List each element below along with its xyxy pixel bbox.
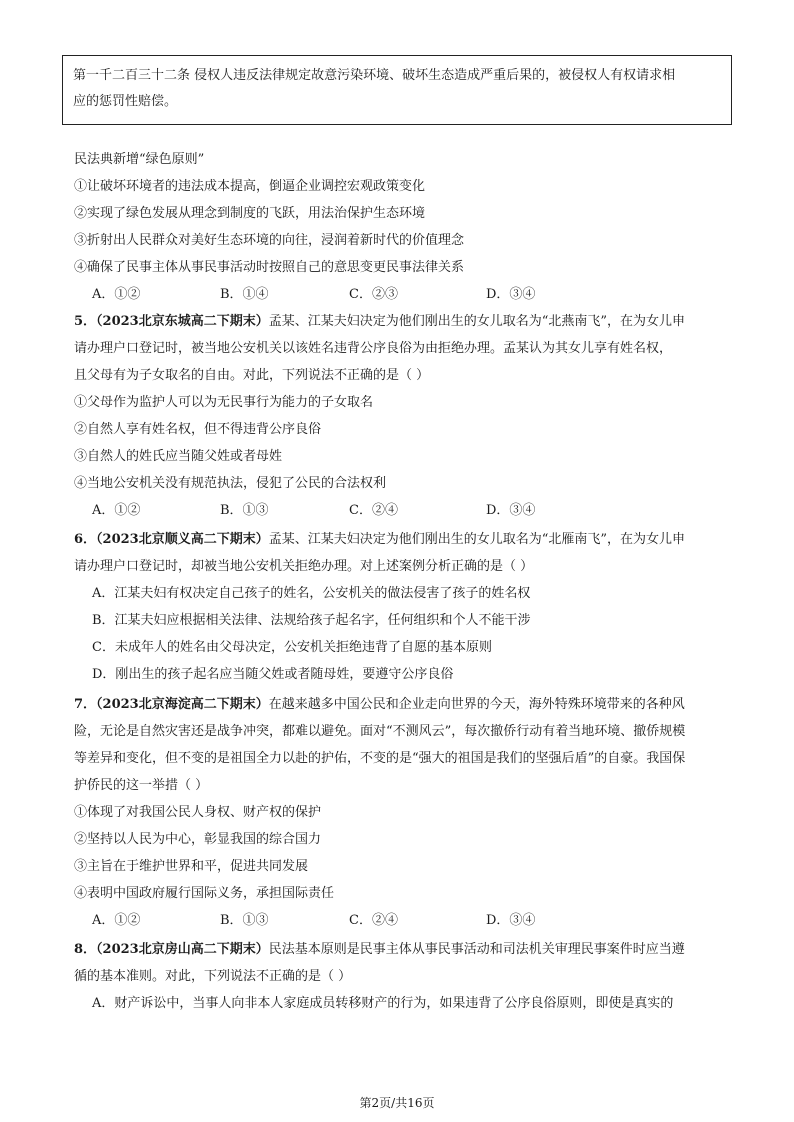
q4-statement-1: ①让破坏环境者的违法成本提高，倒逼企业调控宏观政策变化 <box>74 179 426 194</box>
q5-option-b: B．①③ <box>220 503 269 518</box>
q5-stem-line-2: 请办理户口登记时，被当地公安机关以该姓名违背公序良俗为由拒绝办理。孟某认为其女儿享有姓名权， <box>74 341 673 356</box>
article-line-1: 第一千二百三十二条 侵权人违反法律规定故意污染环境、破坏生态造成严重后果的，被侵权人有权请求相 <box>73 68 676 83</box>
q5-statement-4: ④当地公安机关没有规范执法，侵犯了公民的合法权利 <box>74 476 387 491</box>
q8-stem-line-1 <box>74 940 685 960</box>
q5-option-a: A．①② <box>92 503 141 518</box>
q4-statement-2: ②实现了绿色发展从理念到制度的飞跃，用法治保护生态环境 <box>74 206 426 221</box>
q7-statement-4: ④表明中国政府履行国际义务，承担国际责任 <box>74 886 335 901</box>
q5-stem-line-1 <box>74 312 685 332</box>
q4-option-d: D．③④ <box>486 287 536 302</box>
q7-statement-2: ②坚持以人民为中心，彰显我国的综合国力 <box>74 832 322 847</box>
article-line-2: 应的惩罚性赔偿。 <box>73 94 178 109</box>
q8-stem-text: 民法基本原则是民事主体从事民事活动和司法机关审理民事案件时应当遵 <box>268 942 685 957</box>
q6-stem-line-1 <box>74 530 685 550</box>
q5-statement-1: ①父母作为监护人可以为无民事行为能力的子女取名 <box>74 395 374 410</box>
q7-stem-text: 在越来越多中国公民和企业走向世界的今天，海外特殊环境带来的各种风 <box>268 697 685 712</box>
q6-number: 6． <box>74 532 97 547</box>
q5-option-c: C．②④ <box>349 503 398 518</box>
q7-option-c: C．②④ <box>349 913 398 928</box>
q8-choice-a: A．财产诉讼中，当事人向非本人家庭成员转移财产的行为，如果违背了公序良俗原则，即使是真实的 <box>92 996 674 1011</box>
q6-choice-d: D．刚出生的孩子起名应当随父姓或者随母姓，要遵守公序良俗 <box>92 667 454 682</box>
q5-stem-line-3: 且父母有为子女取名的自由。对此，下列说法不正确的是（ ） <box>74 368 430 383</box>
q5-stem-text: 孟某、江某夫妇决定为他们刚出生的女儿取名为“北燕南飞”，在为女儿申 <box>268 314 686 329</box>
q5-statement-2: ②自然人享有姓名权，但不得违背公序良俗 <box>74 422 322 437</box>
q6-choice-b: B．江某夫妇应根据相关法律、法规给孩子起名字，任何组织和个人不能干涉 <box>92 613 531 628</box>
q8-source: （2023北京房山高二下期末） <box>96 942 269 957</box>
q4-statement-3: ③折射出人民群众对美好生态环境的向往，浸润着新时代的价值理念 <box>74 233 465 248</box>
legal-article-box <box>62 55 732 125</box>
q7-option-b: B．①③ <box>220 913 269 928</box>
q4-statement-4: ④确保了民事主体从事民事活动时按照自己的意思变更民事法律关系 <box>74 260 465 275</box>
q4-option-b: B．①④ <box>220 287 269 302</box>
q4-option-c: C．②③ <box>349 287 398 302</box>
q5-source: （2023北京东城高二下期末） <box>96 314 269 329</box>
q5-option-d: D．③④ <box>486 503 536 518</box>
q6-source: （2023北京顺义高二下期末） <box>96 532 269 547</box>
q7-statement-3: ③主旨在于维护世界和平，促进共同发展 <box>74 859 309 874</box>
q6-stem-line-2: 请办理户口登记时，却被当地公安机关拒绝办理。对上述案例分析正确的是（ ） <box>74 559 534 574</box>
q8-stem-line-2: 循的基本准则。对此，下列说法不正确的是（ ） <box>74 969 352 984</box>
q7-stem-line-3: 等差异和变化，但不变的是祖国全力以赴的护佑，不变的是“强大的祖国是我们的坚强后盾”的自豪。我国保 <box>74 751 686 766</box>
q5-statement-3: ③自然人的姓氏应当随父姓或者母姓 <box>74 449 283 464</box>
q7-source: （2023北京海淀高二下期末） <box>96 697 269 712</box>
q7-stem-line-1 <box>74 695 685 715</box>
q7-stem-line-4: 护侨民的这一举措（ ） <box>74 778 209 793</box>
q5-number: 5． <box>74 314 97 329</box>
q6-stem-text: 孟某、江某夫妇决定为他们刚出生的女儿取名为“北雁南飞”，在为女儿申 <box>268 532 686 547</box>
q4-stem: 民法典新增“绿色原则” <box>74 152 205 167</box>
q7-option-a: A．①② <box>92 913 141 928</box>
q6-choice-a: A．江某夫妇有权决定自己孩子的姓名，公安机关的做法侵害了孩子的姓名权 <box>92 586 531 601</box>
q7-option-d: D．③④ <box>486 913 536 928</box>
page-footer: 第2页/共16页 <box>359 1096 435 1110</box>
q8-number: 8． <box>74 942 97 957</box>
q7-statement-1: ①体现了对我国公民人身权、财产权的保护 <box>74 805 322 820</box>
q7-stem-line-2: 险，无论是自然灾害还是战争冲突，都难以避免。面对“不测风云”，每次撤侨行动有着当地环境、撤侨规模 <box>74 724 686 739</box>
q7-number: 7． <box>74 697 97 712</box>
q6-choice-c: C．未成年人的姓名由父母决定，公安机关拒绝违背了自愿的基本原则 <box>92 640 492 655</box>
q4-option-a: A．①② <box>92 287 141 302</box>
